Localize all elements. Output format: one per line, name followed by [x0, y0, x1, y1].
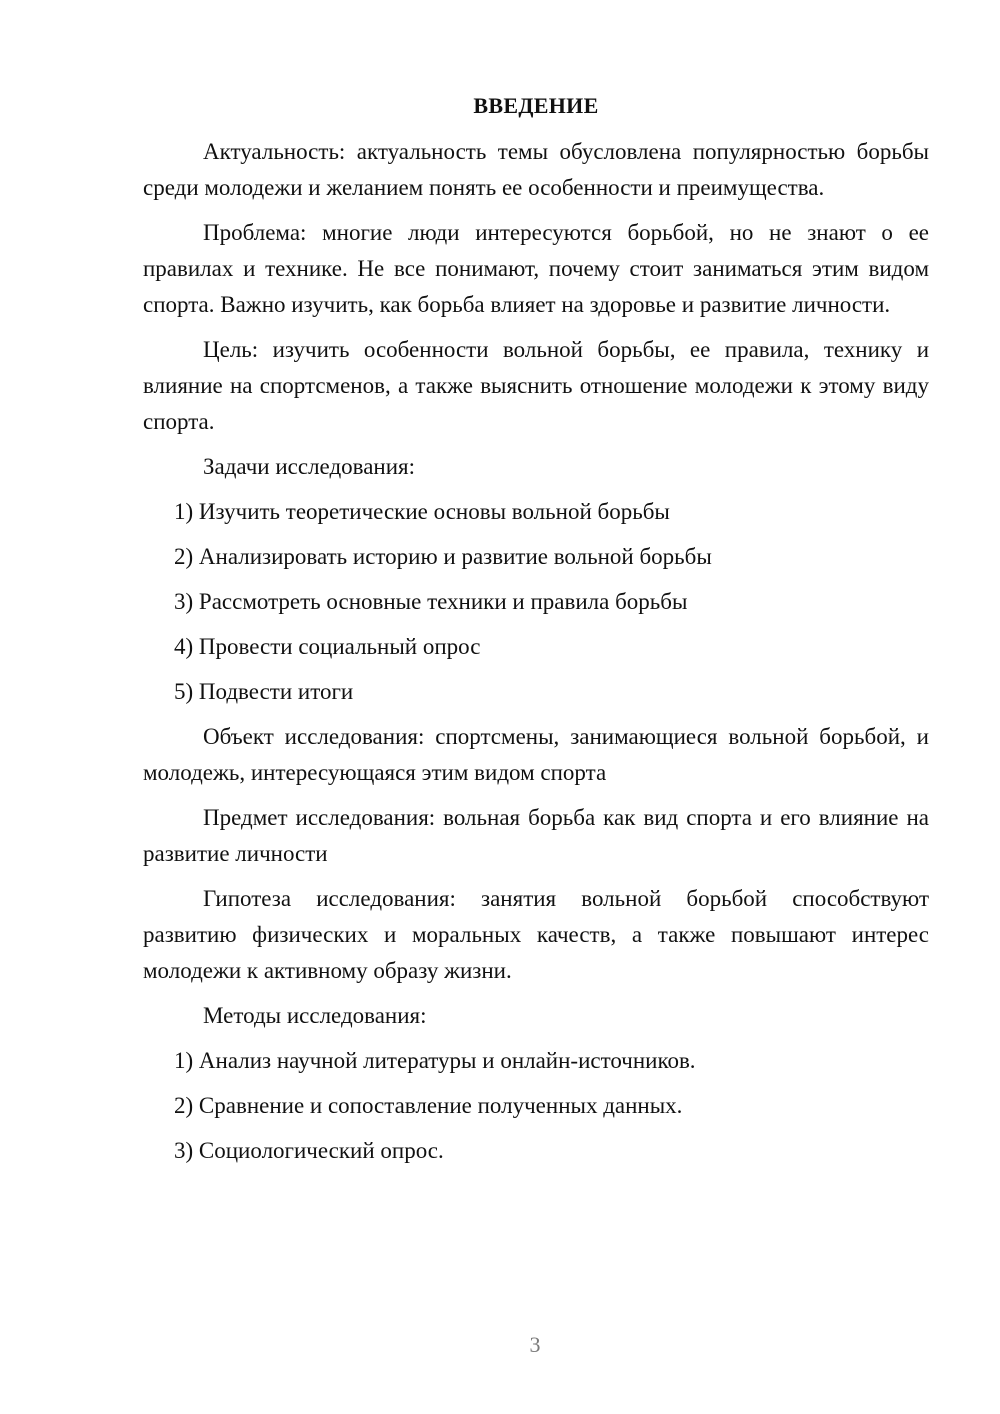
task-item: 1) Изучить теоретические основы вольной борьбы	[174, 499, 670, 524]
methods-heading: Методы исследования:	[203, 1003, 427, 1028]
task-item: 3) Рассмотреть основные техники и правила борьбы	[174, 589, 688, 614]
page-number: 3	[529, 1332, 541, 1357]
method-item: 3) Социологический опрос.	[174, 1138, 444, 1163]
task-item: 4) Провести социальный опрос	[174, 634, 481, 659]
tasks-heading: Задачи исследования:	[203, 454, 416, 479]
subject-paragraph: Предмет исследования: вольная борьба как вид спорта и его влияние на развитие личности	[143, 805, 929, 866]
task-item: 5) Подвести итоги	[174, 679, 354, 704]
page-title: ВВЕДЕНИЕ	[473, 93, 599, 118]
goal-paragraph: Цель: изучить особенности вольной борьбы, ее правила, технику и влияние на спортсменов, а также выяснить отношение молодежи к этому виду спорта.	[143, 337, 929, 434]
task-item: 2) Анализировать историю и развитие вольной борьбы	[174, 544, 712, 569]
problem-paragraph: Проблема: многие люди интересуются борьбой, но не знают о ее правилах и технике. Не все понимают, почему стоит заниматься этим видом спорта. Важно изучить, как борьба влияет на здоровье и развитие личности.	[143, 220, 929, 317]
hypothesis-paragraph: Гипотеза исследования: занятия вольной борьбой способствуют развитию физических и моральных качеств, а также повышают интерес молодежи к активному образу жизни.	[143, 886, 929, 983]
method-item: 1) Анализ научной литературы и онлайн-источников.	[174, 1048, 696, 1073]
relevance-paragraph: Актуальность: актуальность темы обусловлена популярностью борьбы среди молодежи и желанием понять ее особенности и преимущества.	[143, 139, 929, 200]
page-content	[143, 88, 929, 1178]
method-item: 2) Сравнение и сопоставление полученных данных.	[174, 1093, 683, 1118]
object-paragraph: Объект исследования: спортсмены, занимающиеся вольной борьбой, и молодежь, интересующаяся этим видом спорта	[143, 724, 929, 785]
